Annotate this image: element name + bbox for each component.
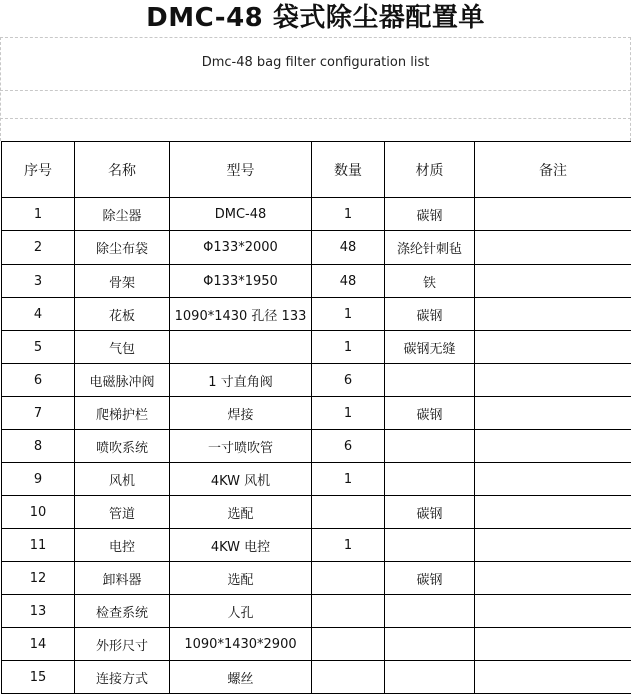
- cell-quantity: 1: [312, 397, 385, 430]
- grid-line: [0, 37, 631, 38]
- cell-name: 管道: [75, 496, 170, 529]
- table-header-row: [2, 142, 631, 198]
- cell-quantity: [312, 562, 385, 595]
- cell-quantity: 1: [312, 198, 385, 231]
- cell-material: 碳钢: [385, 496, 475, 529]
- cell-model: 4KW 风机: [170, 463, 312, 496]
- cell-quantity: [312, 595, 385, 628]
- grid-line: [0, 90, 631, 91]
- cell-material: 碳钢: [385, 298, 475, 331]
- cell-model: Φ133*1950: [170, 265, 312, 298]
- cell-remarks: [475, 529, 631, 562]
- header-model: 型号: [170, 142, 312, 198]
- cell-material: [385, 364, 475, 397]
- cell-material: 铁: [385, 265, 475, 298]
- cell-material: [385, 529, 475, 562]
- table-row: [2, 364, 631, 397]
- cell-index: 8: [2, 430, 75, 463]
- table-row: [2, 496, 631, 529]
- cell-index: 14: [2, 628, 75, 661]
- header-name: 名称: [75, 142, 170, 198]
- cell-index: 2: [2, 231, 75, 265]
- cell-remarks: [475, 298, 631, 331]
- cell-remarks: [475, 198, 631, 231]
- cell-model: [170, 331, 312, 364]
- cell-model: DMC-48: [170, 198, 312, 231]
- table-row: [2, 331, 631, 364]
- cell-index: 6: [2, 364, 75, 397]
- cell-material: 碳钢无缝: [385, 331, 475, 364]
- table-row: [2, 397, 631, 430]
- cell-model: Φ133*2000: [170, 231, 312, 265]
- cell-name: 连接方式: [75, 661, 170, 694]
- cell-name: 喷吹系统: [75, 430, 170, 463]
- cell-name: 电控: [75, 529, 170, 562]
- cell-quantity: 6: [312, 430, 385, 463]
- cell-material: [385, 430, 475, 463]
- cell-model: 螺丝: [170, 661, 312, 694]
- cell-name: 除尘器: [75, 198, 170, 231]
- cell-model: 选配: [170, 562, 312, 595]
- cell-index: 13: [2, 595, 75, 628]
- cell-remarks: [475, 265, 631, 298]
- cell-name: 电磁脉冲阀: [75, 364, 170, 397]
- cell-name: 卸料器: [75, 562, 170, 595]
- table-body: [2, 198, 631, 694]
- cell-name: 爬梯护栏: [75, 397, 170, 430]
- cell-quantity: 48: [312, 265, 385, 298]
- cell-index: 15: [2, 661, 75, 694]
- header-index: 序号: [2, 142, 75, 198]
- cell-material: [385, 463, 475, 496]
- cell-remarks: [475, 628, 631, 661]
- cell-model: 1090*1430 孔径 133: [170, 298, 312, 331]
- cell-remarks: [475, 231, 631, 265]
- cell-name: 外形尺寸: [75, 628, 170, 661]
- cell-material: [385, 628, 475, 661]
- cell-name: 气包: [75, 331, 170, 364]
- cell-index: 7: [2, 397, 75, 430]
- cell-material: 碳钢: [385, 562, 475, 595]
- table-row: [2, 463, 631, 496]
- cell-model: 选配: [170, 496, 312, 529]
- cell-name: 风机: [75, 463, 170, 496]
- cell-model: 4KW 电控: [170, 529, 312, 562]
- cell-quantity: 48: [312, 231, 385, 265]
- grid-line: [0, 118, 631, 119]
- cell-model: 人孔: [170, 595, 312, 628]
- table-row: [2, 298, 631, 331]
- table-row: [2, 198, 631, 231]
- cell-quantity: [312, 661, 385, 694]
- cell-index: 12: [2, 562, 75, 595]
- cell-material: [385, 595, 475, 628]
- cell-remarks: [475, 562, 631, 595]
- cell-remarks: [475, 661, 631, 694]
- cell-index: 11: [2, 529, 75, 562]
- table-row: [2, 661, 631, 694]
- header-material: 材质: [385, 142, 475, 198]
- cell-quantity: 6: [312, 364, 385, 397]
- cell-remarks: [475, 331, 631, 364]
- cell-quantity: [312, 496, 385, 529]
- cell-quantity: 1: [312, 463, 385, 496]
- cell-quantity: [312, 628, 385, 661]
- cell-remarks: [475, 364, 631, 397]
- cell-remarks: [475, 430, 631, 463]
- cell-material: 碳钢: [385, 198, 475, 231]
- cell-model: 一寸喷吹管: [170, 430, 312, 463]
- cell-quantity: 1: [312, 331, 385, 364]
- header-remarks: 备注: [475, 142, 631, 198]
- table-row: [2, 562, 631, 595]
- table-row: [2, 595, 631, 628]
- configuration-table: [1, 141, 631, 694]
- table-row: [2, 265, 631, 298]
- table-row: [2, 529, 631, 562]
- cell-material: 涤纶针刺毡: [385, 231, 475, 265]
- cell-index: 10: [2, 496, 75, 529]
- cell-name: 除尘布袋: [75, 231, 170, 265]
- cell-quantity: 1: [312, 298, 385, 331]
- cell-quantity: 1: [312, 529, 385, 562]
- table-row: [2, 628, 631, 661]
- cell-model: 1 寸直角阀: [170, 364, 312, 397]
- cell-remarks: [475, 463, 631, 496]
- cell-model: 焊接: [170, 397, 312, 430]
- table-row: [2, 231, 631, 265]
- page-subtitle: Dmc-48 bag filter configuration list: [201, 55, 430, 70]
- cell-index: 3: [2, 265, 75, 298]
- cell-remarks: [475, 595, 631, 628]
- cell-material: [385, 661, 475, 694]
- page-title: DMC-48 袋式除尘器配置单: [146, 3, 485, 33]
- table-row: [2, 430, 631, 463]
- cell-material: 碳钢: [385, 397, 475, 430]
- cell-name: 花板: [75, 298, 170, 331]
- header-quantity: 数量: [312, 142, 385, 198]
- cell-index: 4: [2, 298, 75, 331]
- cell-name: 骨架: [75, 265, 170, 298]
- cell-model: 1090*1430*2900: [170, 628, 312, 661]
- cell-remarks: [475, 397, 631, 430]
- cell-remarks: [475, 496, 631, 529]
- cell-index: 1: [2, 198, 75, 231]
- cell-index: 9: [2, 463, 75, 496]
- cell-name: 检查系统: [75, 595, 170, 628]
- cell-index: 5: [2, 331, 75, 364]
